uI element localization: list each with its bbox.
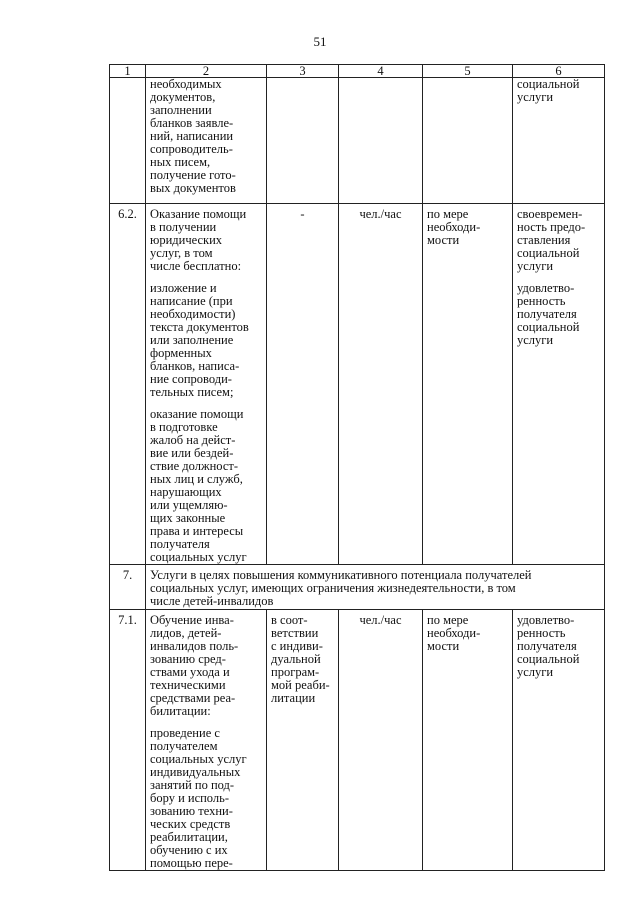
- text-line: средствами реа-: [150, 691, 236, 705]
- text-line: получение гото-: [150, 168, 236, 182]
- text-line: мости: [427, 233, 460, 247]
- text-line: в подготовке: [150, 420, 218, 434]
- text-line: зованию сред-: [150, 652, 226, 666]
- text-line: дуальной: [271, 652, 321, 666]
- text-line: изложение и: [150, 281, 217, 295]
- text-line: тельных писем;: [150, 385, 234, 399]
- text-line: ние сопроводи-: [150, 372, 232, 386]
- unit-cell: чел./час: [339, 204, 423, 565]
- section-title: [150, 569, 600, 608]
- indicator-cell: [513, 78, 605, 204]
- indicator-cell: [513, 204, 605, 565]
- table-row-7-1: [110, 610, 605, 871]
- text-line: социальных услуг, имеющих ограничения жизнедеятельности, в том: [150, 581, 516, 595]
- text-line: социальных услуг: [150, 752, 247, 766]
- text-line: ных писем,: [150, 155, 211, 169]
- text-line: ний, написании: [150, 129, 234, 143]
- text-line: нарушающих: [150, 485, 222, 499]
- text-line: зованию техни-: [150, 804, 233, 818]
- text-line: социальной: [517, 320, 580, 334]
- text-line: текста документов: [150, 320, 249, 334]
- periodicity-text: [427, 208, 508, 247]
- text-line: документов,: [150, 90, 216, 104]
- text-line: мости: [427, 639, 460, 653]
- text-line: бланков, написа-: [150, 359, 240, 373]
- header-cell-3: 3: [267, 65, 339, 78]
- norm-cell: -: [267, 204, 339, 565]
- text-line: числе бесплатно:: [150, 259, 242, 273]
- text-line: по мере: [427, 613, 469, 627]
- text-line: вых документов: [150, 181, 236, 195]
- table-row-7: [110, 565, 605, 610]
- text-line: услуги: [517, 90, 554, 104]
- text-line: ствие должност-: [150, 459, 239, 473]
- text-line: социальной: [517, 246, 580, 260]
- periodicity-cell: [423, 204, 513, 565]
- text-line: ствами ухода и: [150, 665, 230, 679]
- text-line: необходи-: [427, 626, 481, 640]
- text-line: услуги: [517, 665, 554, 679]
- row-number: 7.: [110, 565, 146, 610]
- indicator-paragraph: [517, 208, 600, 273]
- text-line: ренность: [517, 294, 566, 308]
- text-line: с индиви-: [271, 639, 323, 653]
- row-number: 6.2.: [110, 204, 146, 565]
- text-line: проведение с: [150, 726, 220, 740]
- table-row-continuation: [110, 78, 605, 204]
- text-line: бору и исполь-: [150, 791, 229, 805]
- table-row-6-2: [110, 204, 605, 565]
- text-line: мой реаби-: [271, 678, 330, 692]
- text-line: Оказание помощи: [150, 207, 247, 221]
- page-number: 51: [313, 34, 327, 49]
- header-cell-6: 6: [513, 65, 605, 78]
- text-line: заполнении: [150, 103, 212, 117]
- text-line: инвалидов поль-: [150, 639, 239, 653]
- indicator-text: [517, 78, 600, 104]
- text-line: форменных: [150, 346, 212, 360]
- section-title-cell: [146, 565, 605, 610]
- text-line: ческих средств: [150, 817, 231, 831]
- text-line: обучению с их: [150, 843, 228, 857]
- periodicity-cell: [423, 610, 513, 871]
- text-line: получателя: [517, 639, 577, 653]
- text-line: услуги: [517, 333, 554, 347]
- row-number: 7.1.: [110, 610, 146, 871]
- text-line: в соот-: [271, 613, 308, 627]
- header-cell-1: 1: [110, 65, 146, 78]
- text-line: необходимости): [150, 307, 236, 321]
- text-line: своевремен-: [517, 207, 583, 221]
- text-line: по мере: [427, 207, 469, 221]
- text-line: социальной: [517, 77, 580, 91]
- unit-cell: чел./час: [339, 610, 423, 871]
- text-line: написание (при: [150, 294, 233, 308]
- text-line: Обучение инва-: [150, 613, 234, 627]
- text-line: ставления: [517, 233, 571, 247]
- text-line: необходимых: [150, 77, 222, 91]
- text-line: програм-: [271, 665, 320, 679]
- text-line: удовлетво-: [517, 613, 575, 627]
- text-line: юридических: [150, 233, 223, 247]
- text-line: услуг, в том: [150, 246, 213, 260]
- text-line: бланков заявле-: [150, 116, 234, 130]
- service-name-cell: [146, 204, 267, 565]
- table-header-row: [110, 65, 605, 78]
- text-line: ветствии: [271, 626, 319, 640]
- text-line: социальной: [517, 652, 580, 666]
- indicator-text: [517, 614, 600, 679]
- service-paragraph: [150, 727, 262, 870]
- norm-text: [271, 614, 334, 705]
- text-line: билитации:: [150, 704, 211, 718]
- text-line: необходи-: [427, 220, 481, 234]
- text-line: занятий по под-: [150, 778, 235, 792]
- text-line: лидов, детей-: [150, 626, 222, 640]
- service-paragraph: [150, 408, 262, 564]
- text-line: помощью пере-: [150, 856, 233, 870]
- text-line: услуги: [517, 259, 554, 273]
- periodicity-text: [427, 614, 508, 653]
- norm-cell: [267, 610, 339, 871]
- text-line: или ущемляю-: [150, 498, 228, 512]
- service-name-cell: [146, 78, 267, 204]
- text-line: в получении: [150, 220, 217, 234]
- services-table: [109, 64, 605, 871]
- indicator-paragraph: [517, 282, 600, 347]
- header-cell-5: 5: [423, 65, 513, 78]
- header-cell-4: 4: [339, 65, 423, 78]
- text-line: реабилитации,: [150, 830, 228, 844]
- service-name-cell: [146, 610, 267, 871]
- text-line: техническими: [150, 678, 226, 692]
- text-line: ренность: [517, 626, 566, 640]
- text-line: получателя: [517, 307, 577, 321]
- text-line: числе детей-инвалидов: [150, 594, 274, 608]
- text-line: Услуги в целях повышения коммуникативного потенциала получателей: [150, 568, 532, 582]
- text-line: социальных услуг: [150, 550, 247, 564]
- text-line: или заполнение: [150, 333, 234, 347]
- service-name-text: [150, 78, 262, 195]
- text-line: ных лиц и служб,: [150, 472, 243, 486]
- text-line: удовлетво-: [517, 281, 575, 295]
- text-line: индивидуальных: [150, 765, 241, 779]
- service-paragraph: [150, 282, 262, 399]
- text-line: оказание помощи: [150, 407, 244, 421]
- service-paragraph: [150, 208, 262, 273]
- text-line: получателем: [150, 739, 218, 753]
- header-cell-2: 2: [146, 65, 267, 78]
- text-line: вие или бездей-: [150, 446, 234, 460]
- text-line: сопроводитель-: [150, 142, 233, 156]
- text-line: ность предо-: [517, 220, 586, 234]
- service-paragraph: [150, 614, 262, 718]
- text-line: щих законные: [150, 511, 226, 525]
- text-line: получателя: [150, 537, 210, 551]
- text-line: литации: [271, 691, 316, 705]
- indicator-cell: [513, 610, 605, 871]
- text-line: жалоб на дейст-: [150, 433, 236, 447]
- text-line: права и интересы: [150, 524, 244, 538]
